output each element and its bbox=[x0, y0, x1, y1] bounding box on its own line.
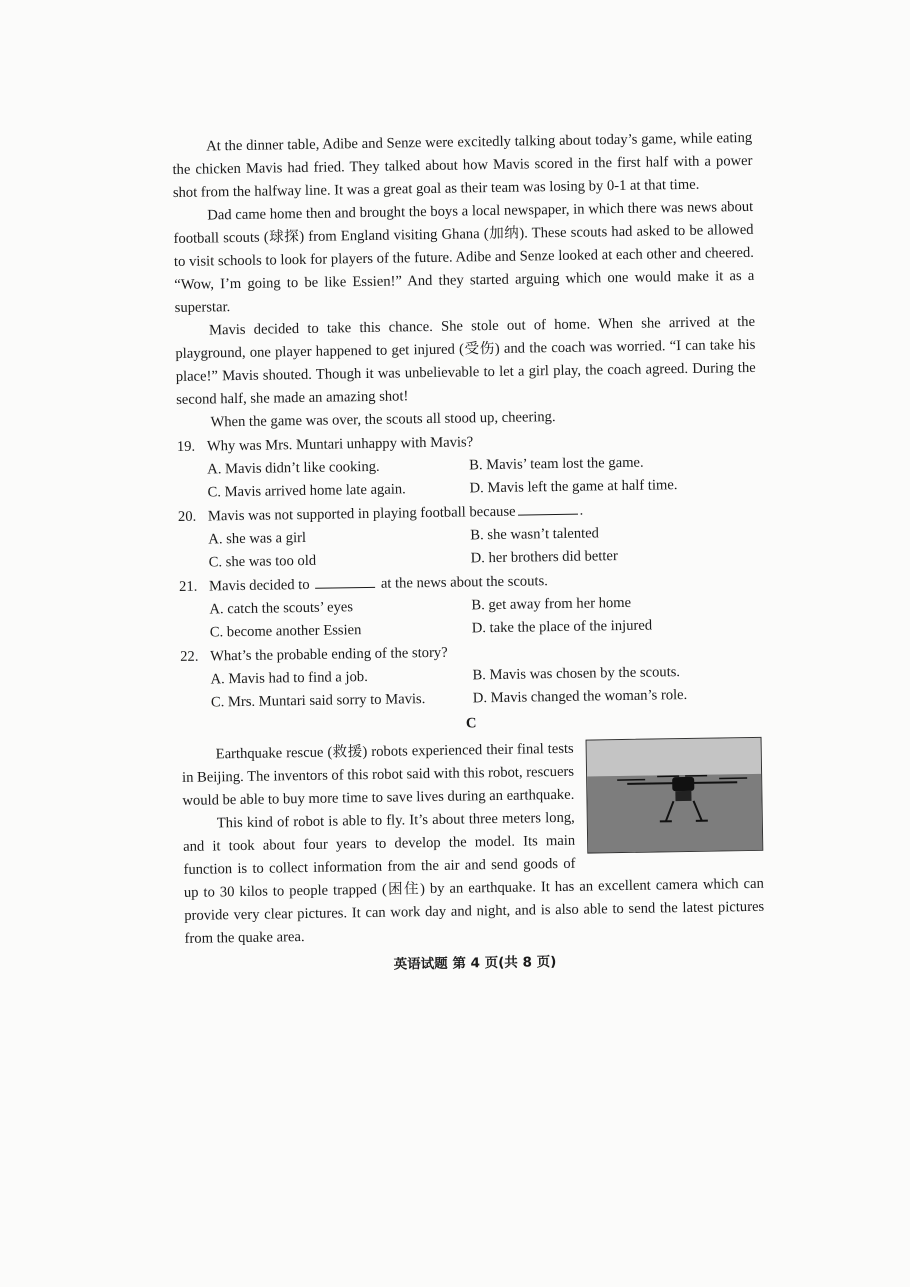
option-d: D. Mavis changed the woman’s role. bbox=[472, 686, 688, 707]
question-number: 19. bbox=[176, 438, 196, 455]
option-b: B. Mavis was chosen by the scouts. bbox=[472, 664, 681, 684]
passage-paragraph-4: When the game was over, the scouts all stood up, cheering. bbox=[210, 409, 556, 431]
answer-blank bbox=[517, 500, 577, 516]
option-c: C. Mrs. Muntari said sorry to Mavis. bbox=[210, 691, 426, 711]
question-number: 20. bbox=[177, 508, 197, 525]
question-number: 22. bbox=[180, 648, 199, 665]
page-content bbox=[172, 127, 765, 980]
passage-paragraph-2: Dad came home then and brought the boys a local newspaper, in which there was news about football scouts (球探) from England visiting Ghana (加纳). These scouts had asked to be allowed to visit schools to look for players of the future. Adibe and Senze looked at each other and cheered. “Wow, I’m going to be like Essien!” And they started arguing which one would make it as a superstar. bbox=[173, 198, 755, 316]
question-21 bbox=[179, 567, 760, 645]
question-stem-end: . bbox=[579, 502, 584, 519]
option-b: B. Mavis’ team lost the game. bbox=[469, 454, 644, 474]
question-20 bbox=[178, 497, 759, 575]
question-stem: Why was Mrs. Muntari unhappy with Mavis? bbox=[206, 434, 474, 455]
question-19 bbox=[177, 427, 758, 505]
question-stem-end: at the news about the scouts. bbox=[380, 573, 548, 592]
option-c: C. Mavis arrived home late again. bbox=[207, 481, 406, 501]
option-d: D. Mavis left the game at half time. bbox=[469, 477, 678, 497]
option-d: D. take the place of the injured bbox=[471, 617, 653, 637]
option-a: A. she was a girl bbox=[208, 529, 307, 548]
option-b: B. get away from her home bbox=[471, 594, 632, 614]
question-number: 21. bbox=[178, 578, 198, 595]
section-c-body bbox=[182, 735, 765, 951]
option-c: C. become another Essien bbox=[209, 622, 362, 641]
option-c: C. she was too old bbox=[208, 552, 317, 571]
page-footer: 英语试题 第 4 页(共 8 页) bbox=[393, 954, 557, 973]
question-22 bbox=[180, 637, 761, 715]
option-a: A. catch the scouts’ eyes bbox=[209, 599, 354, 618]
question-stem: Mavis decided to bbox=[208, 576, 310, 595]
answer-blank bbox=[315, 573, 375, 589]
option-a: A. Mavis didn’t like cooking. bbox=[207, 458, 380, 478]
passage-paragraph-1: At the dinner table, Adibe and Senze were excitedly talking about today’s game, while eating the chicken Mavis had fried. They talked about how Mavis scored in the first half with a power shot from the halfway line. It was a great goal as their team was losing by 0-1 at that time. bbox=[172, 129, 753, 201]
passage-paragraph-3: Mavis decided to take this chance. She stole out of home. When she arrived at the playground, one player happened to get injured (受伤) and the coach was worried. “I can take his place!” Mavis shouted. Though it was unbelievable to let a girl play, the coach agreed. During the second half, she made an amazing shot! bbox=[175, 313, 756, 408]
section-c-heading: C bbox=[465, 715, 477, 732]
drone-icon bbox=[587, 738, 763, 853]
drone-photo bbox=[586, 737, 764, 854]
option-b: B. she wasn’t talented bbox=[470, 525, 600, 544]
option-a: A. Mavis had to find a job. bbox=[210, 668, 368, 688]
question-stem: Mavis was not supported in playing football because bbox=[207, 503, 516, 525]
section-c-paragraph-2: This kind of robot is able to fly. It’s about three meters long, and it took about four years to develop the model. Its main function is to collect information from the air and send goods of up to 30 kilos to people trapped (困住) by an earthquake. It has an excellent camera which can provide very clear pictures. It can work day and night, and is also able to send the latest pictures from the quake area. bbox=[183, 809, 765, 947]
question-stem: What’s the probable ending of the story? bbox=[210, 644, 448, 665]
option-d: D. her brothers did better bbox=[470, 548, 618, 567]
section-c-paragraph-1: Earthquake rescue (救援) robots experienced their final tests in Beijing. The inventors of this robot said with this robot, rescuers would be able to buy more time to save lives during an earthquake. bbox=[181, 740, 575, 809]
